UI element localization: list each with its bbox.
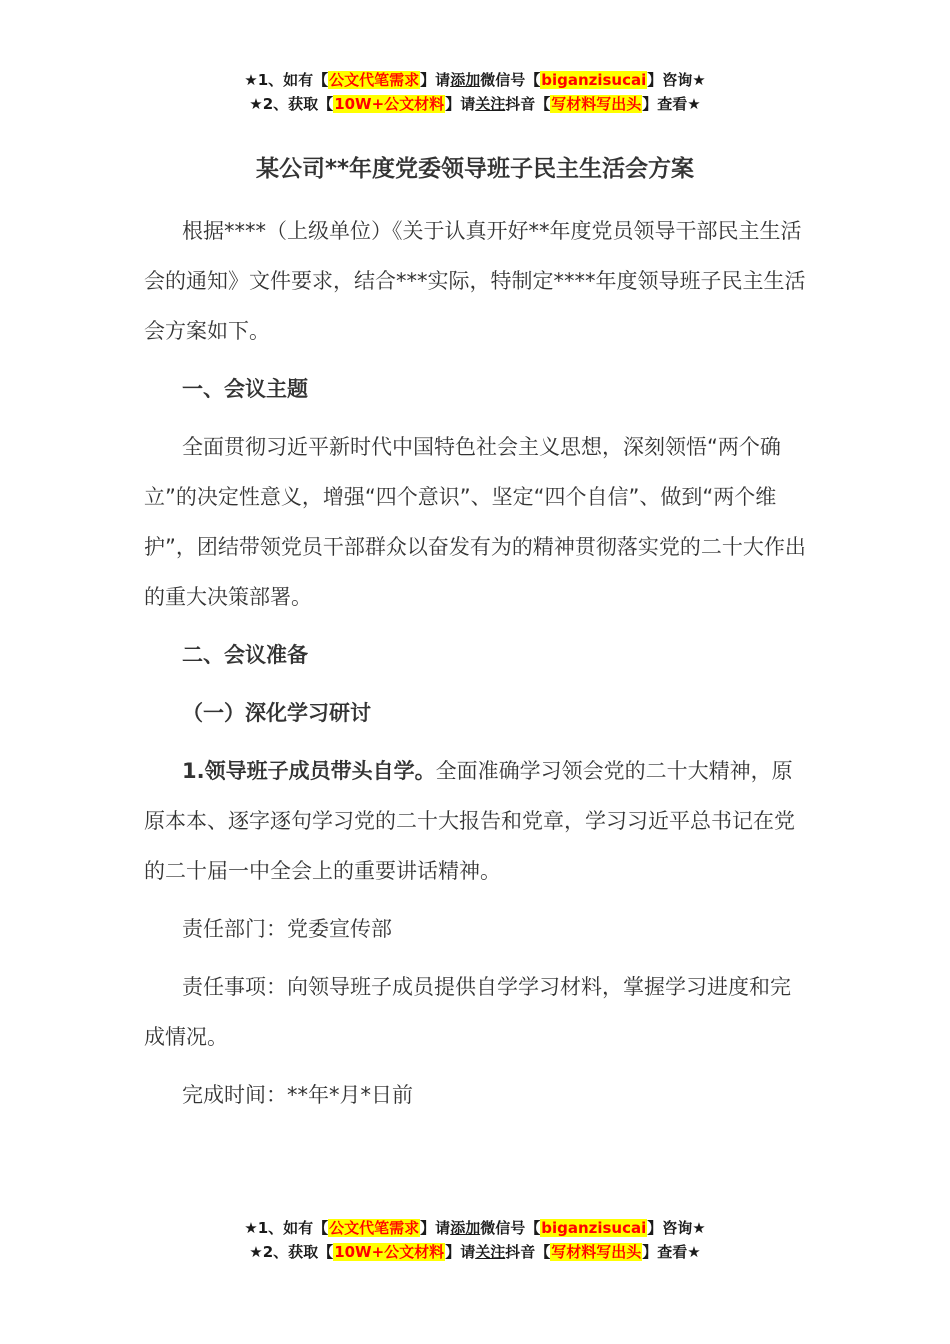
wechat-id-highlight: biganzisucai [541,71,647,89]
douyin-account-highlight: 写材料写出头 [551,95,642,113]
self-study-paragraph [144,746,808,896]
banner-text: 抖音【 [505,95,551,113]
theme-paragraph: 全面贯彻习近平新时代中国特色社会主义思想，深刻领悟“两个确立”的决定性意义，增强“四个意识”、坚定“四个自信”、做到“两个维护”，团结带领党员干部群众以奋发有为的精神贯彻落实党的二十大作出的重大决策部署。 [144,435,806,609]
banner-text: 】请 [420,1219,451,1237]
banner-line-1 [0,1216,950,1240]
header-banner [0,68,950,116]
banner-text: 】请 [445,95,476,113]
self-study-lead: 1.领导班子成员带头自学。 [182,759,436,783]
banner-text: 】咨询★ [647,71,706,89]
banner-highlight: 公文代笔需求 [329,71,420,89]
self-study-body: 全面准确学习领会党的二十大精神，原原本本、逐字逐句学习党的二十大报告和党章，学习习近平总书记在党的二十届一中全会上的重要讲话精神。 [144,759,795,883]
banner-line-2 [0,1240,950,1264]
banner-line-2 [0,92,950,116]
footer-banner [0,1216,950,1264]
section-heading-preparation: 二、会议准备 [182,643,308,667]
banner-underlined-text: 添加 [450,1219,481,1237]
banner-line-1 [0,68,950,92]
intro-paragraph: 根据****（上级单位）《关于认真开好**年度党员领导干部民主生活会的通知》文件要求，结合***实际，特制定****年度领导班子民主生活会方案如下。 [144,219,806,343]
section-heading-theme: 一、会议主题 [182,377,308,401]
banner-text: ★2、获取【 [249,1243,334,1261]
banner-text: 】查看★ [642,95,701,113]
wechat-id-highlight: biganzisucai [541,1219,647,1237]
banner-underlined-text: 添加 [450,71,481,89]
document-body [144,206,808,1128]
banner-text: 】查看★ [642,1243,701,1261]
subsection-heading-study: （一）深化学习研讨 [182,701,371,725]
banner-text: 微信号【 [480,1219,541,1237]
responsible-department: 责任部门：党委宣传部 [182,917,392,941]
banner-text: ★1、如有【 [244,71,329,89]
banner-text: 】请 [445,1243,476,1261]
document-title: 某公司**年度党委领导班子民主生活会方案 [255,156,695,182]
completion-deadline: 完成时间：**年*月*日前 [182,1083,413,1107]
banner-text: ★2、获取【 [249,95,334,113]
responsible-duty: 责任事项：向领导班子成员提供自学学习材料，掌握学习进度和完成情况。 [144,975,791,1049]
banner-highlight: 公文代笔需求 [329,1219,420,1237]
banner-highlight: 10W+公文材料 [334,1243,445,1261]
banner-underlined-text: 关注 [475,95,506,113]
banner-text: 微信号【 [480,71,541,89]
banner-text: 】咨询★ [647,1219,706,1237]
banner-text: ★1、如有【 [244,1219,329,1237]
douyin-account-highlight: 写材料写出头 [551,1243,642,1261]
banner-text: 】请 [420,71,451,89]
banner-highlight: 10W+公文材料 [334,95,445,113]
banner-text: 抖音【 [505,1243,551,1261]
banner-underlined-text: 关注 [475,1243,506,1261]
